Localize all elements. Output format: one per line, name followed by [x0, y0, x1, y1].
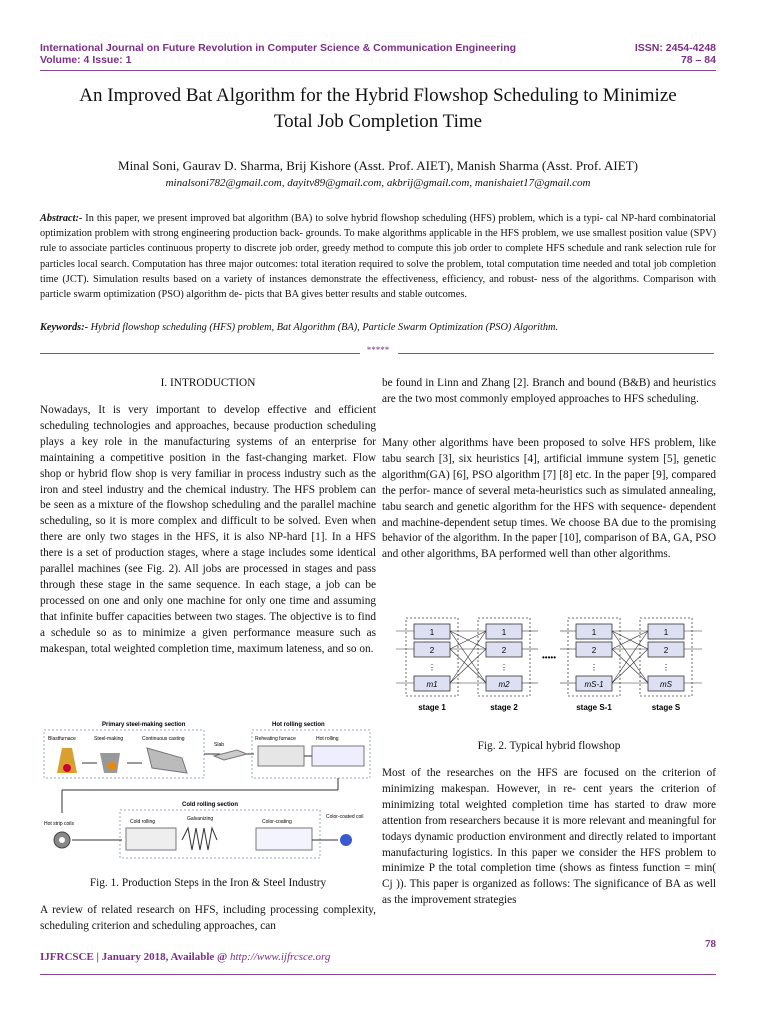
page-range: 78 – 84: [680, 54, 716, 66]
coil-core-icon: [59, 837, 65, 843]
keywords-text: Hybrid flowshop scheduling (HFS) problem, Bat Algorithm (BA), Particle Swarm Optimization (PSO) Algorithm.: [88, 322, 559, 333]
footer-journal: [40, 951, 330, 963]
separator-stars: *****: [366, 345, 390, 355]
s1-m2-label: 2: [429, 646, 435, 655]
s2-m2-label: 2: [501, 646, 507, 655]
slab-icon: [214, 750, 247, 760]
molten-icon: [63, 764, 71, 772]
s1-vdots: ⋮: [428, 663, 436, 672]
abstract: [40, 211, 716, 302]
s2-mlast: m2: [498, 680, 510, 689]
section-heading: I. INTRODUCTION: [160, 377, 256, 389]
slab-label: Slab: [214, 742, 225, 748]
fig1-cold-label: Cold rolling section: [182, 802, 239, 808]
s3-m1-label: 1: [591, 628, 597, 637]
casting-label: Continuous casting: [142, 736, 185, 742]
fig1-primary-label: Primary steel-making section: [102, 722, 186, 728]
caster-icon: [147, 748, 187, 773]
mill-icon: [312, 746, 364, 766]
hotrolling-label: Hot rolling: [316, 736, 339, 742]
coldmill-icon: [126, 828, 176, 850]
right-paragraph-1: be found in Linn and Zhang [2]. Branch and bound (B&B) and heuristics are the two most commonly employed approaches to HFS scheduling.: [382, 377, 716, 405]
s1-mlast: m1: [426, 680, 438, 689]
blastfurnace-label: Blastfurnace: [48, 736, 76, 742]
intro-paragraph-1: Nowadays, It is very important to develop effective and efficient scheduling technologies and approaches, because production scheduling plays a key role in the manufacturing systems of an enterprise for maintaining a competitive position in the fast-changing market. Flow shop or hybrid flow shop is very familiar in process industry such as the iron and steel industry and the chemical industry. The HFS problem can be seen as a mixture of the flowshop scheduling and the parallel machine scheduling, so it is more complex and difficult to be solved. Even when there are only two stages in the HFS, it is also NP-hard [1]. In a HFS there is a set of production stages, where a stage includes some identical parallel machines (see Fig. 2). All jobs are processed in stages and pass through these stage in the same sequence. In each stage, a job can be processed on one and only one machine for only one time and assuming that infinite buffer capacities between two stages. The objective is to find a schedule so as to minimize a given performance measure such as makespan, total weighted completion time, maximum lateness, and so on.: [40, 404, 376, 655]
s4-vdots: ⋮: [662, 663, 670, 672]
colorcoating-label: Color-coating: [262, 819, 292, 825]
steel-icon: [108, 762, 116, 770]
paper-title: [40, 83, 716, 135]
footer-url[interactable]: http://www.ijfrcsce.org: [230, 951, 331, 963]
issn: ISSN: 2454-4248: [634, 42, 716, 54]
stage-s1-label: stage S-1: [576, 703, 612, 712]
s3-m2-label: 2: [591, 646, 597, 655]
header-rule: [40, 70, 716, 71]
colorcoated-label: Color-coated coil: [326, 814, 364, 820]
right-paragraph-2: Many other algorithms have been proposed to solve HFS problem, like tabu search [3], six heuristics [4], artificial immune system [5], genetic algorithm(GA) [6], PSO algorithm [7] [8] etc. In the paper [9], compared the perfor- mance of several meta-heuristics such as simulated annealing, tabu search and genetic algorithm for the HFS with sequence- dependent and machine-dependent setup times. We choose BA due to the promising behavior of the algorithm. In the paper [10], comparison of BA, GA, PSO and other algorithms, BA performed well than other algorithms.: [382, 437, 716, 561]
s2-m1-label: 1: [501, 628, 507, 637]
stage-1-label: stage 1: [418, 703, 446, 712]
separator-right: [398, 353, 714, 354]
intro-paragraph-2: A review of related research on HFS, including processing complexity, scheduling criterion and scheduling approaches, can: [40, 904, 376, 932]
furnace-icon: [258, 746, 304, 766]
page-number: 78: [705, 938, 716, 950]
reheating-label: Reheating furnace: [255, 736, 296, 742]
abstract-text: In this paper, we present improved bat algorithm (BA) to solve hybrid flowshop scheduling (HFS) problem, which is a typi- cal NP-hard combinatorial optimization problem with strong engineering production back- grounds. To make algorithms applicable in the HFS problem, we use smallest position value (SPV) rule to associate particles continuous property to discrete job order, greedy method to compute this job order to complete HFS schedule and rank selection rule for particles local search. Computation has three major outcomes: total iteration required to solve the problem, total computation time needed and total job completion time (JCT). Simulation results based on a variety of instances demonstrate the effectiveness, efficiency, and robust- ness of the algorithms. Comparison with particle swarm optimization (PSO) algorithm de- picts that BA gives better results and stable outcomes.: [40, 213, 716, 301]
fig1-caption: Fig. 1. Production Steps in the Iron & Steel Industry: [89, 877, 327, 889]
volume-issue: Volume: 4 Issue: 1: [40, 54, 132, 66]
hotstrip-label: Hot strip coils: [44, 821, 75, 827]
s3-vdots: ⋮: [590, 663, 598, 672]
stage-2-label: stage 2: [490, 703, 518, 712]
right-paragraph-3: Most of the researches on the HFS are focused on the criterion of minimizing makespan. However, in re- cent years the criterion of minimizing total weighted completion time has started to draw more attention from researchers because it is more relevant and meaningful for todays dynamic production environment and directly related to important manufacturing logistics. In this paper we consider the HFS problem to minimize P the total completion time (shows as fintess function = min( Cj )). This paper is organized as follows: The significance of BA as well as the improvement strategies: [382, 767, 716, 907]
s4-m2-label: 2: [663, 646, 669, 655]
figure-2-hybrid-flowshop: [396, 610, 718, 720]
s4-m1-label: 1: [663, 628, 669, 637]
s3-mlast: mS-1: [584, 680, 604, 689]
title-line-1: An Improved Bat Algorithm for the Hybrid Flowshop Scheduling to Minimize: [79, 85, 677, 106]
colorcoil-icon: [340, 834, 352, 846]
s1-m1-label: 1: [429, 628, 435, 637]
galvanizing-label: Galvanizing: [187, 816, 214, 822]
figure-1-production-steps: [42, 718, 372, 866]
footer-journal-text: IJFRCSCE | January 2018, Available @: [40, 951, 230, 963]
stage-ellipsis: •••••: [541, 653, 557, 662]
coating-icon: [256, 828, 312, 850]
s2-vdots: ⋮: [500, 663, 508, 672]
coldrolling-label: Cold rolling: [130, 819, 156, 825]
author-emails: minalsoni782@gmail.com, dayitv89@gmail.com, akbrij@gmail.com, manishaiet17@gmail.com: [165, 177, 591, 189]
fig2-caption: Fig. 2. Typical hybrid flowshop: [477, 740, 621, 752]
galvanizing-icon: [182, 828, 217, 850]
steelmaking-label: Steel-making: [94, 736, 124, 742]
abstract-label: Abstract:-: [40, 213, 83, 224]
keywords-label: Keywords:-: [40, 322, 89, 333]
s4-mlast: mS: [660, 680, 672, 689]
authors: Minal Soni, Gaurav D. Sharma, Brij Kishore (Asst. Prof. AIET), Manish Sharma (Asst. Prof. AIET): [118, 158, 638, 173]
stage-s-label: stage S: [651, 703, 681, 712]
keywords: [40, 322, 716, 333]
fig1-hot-label: Hot rolling section: [272, 722, 325, 728]
title-line-2: Total Job Completion Time: [273, 111, 483, 132]
journal-name: International Journal on Future Revolution in Computer Science & Communication Engineering: [40, 42, 517, 54]
footer-rule: [40, 974, 716, 975]
